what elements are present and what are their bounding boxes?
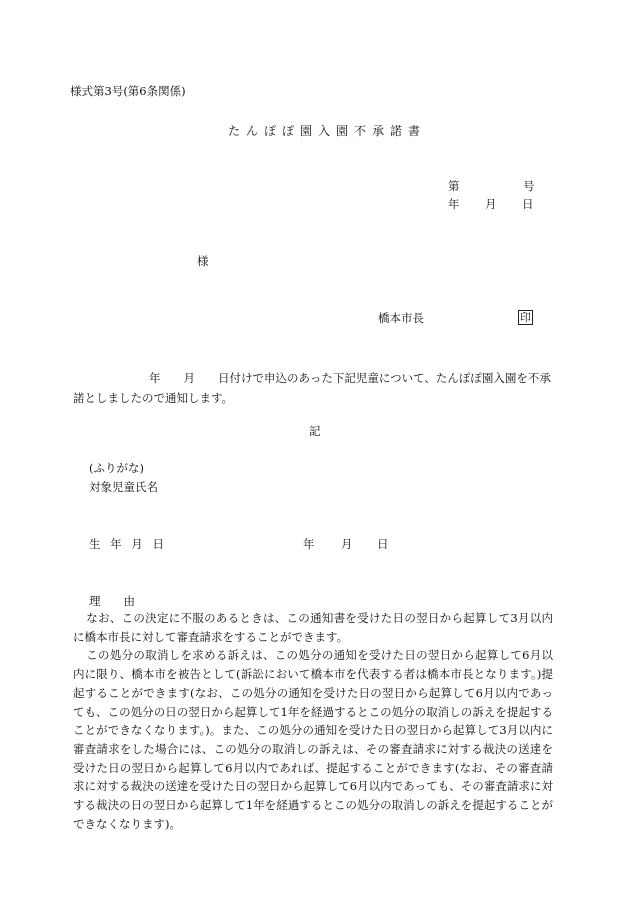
- notice-body-text: 年 月 日付けで申込のあった下記児童について、たんぽぽ園入園を不承諾としましたので通知します。: [73, 371, 551, 405]
- date-day-label: 日: [522, 197, 534, 211]
- reason-paragraph: [73, 609, 553, 646]
- reason-body: [73, 609, 553, 833]
- number-suffix: 号: [523, 179, 535, 193]
- child-name-label: 対象児童氏名: [89, 480, 158, 494]
- seal-mark: 印: [520, 311, 531, 324]
- birth-date-label: 生 年 月 日: [89, 537, 164, 551]
- furigana-label: (ふりがな): [89, 461, 144, 475]
- birth-day-label: 日: [377, 537, 389, 551]
- reason-heading: 理 由: [89, 594, 135, 608]
- ki-heading: 記: [309, 424, 321, 438]
- date-month-label: 月: [485, 197, 497, 211]
- addressee-suffix: 様: [197, 254, 209, 268]
- reason-paragraph-text: この処分の取消しを求める訴えは、この処分の通知を受けた日の翌日から起算して6月以内に限り、橋本市を被告として(訴訟において橋本市を代表する者は橋本市長となります。)提起することができます(なお、この処分の通知を受けた日の翌日から起算して6月以内であっても、この処分の日の翌日から起算して1年を経過するとこの処分の取消しの訴えを提起することができなくなります。)。また、この処分の通知を受けた日の翌日から起算して3月以内に審査請求をした場合には、この処分の取消しの訴えは、その審査請求に対する裁決の送達を受けた日の翌日から起算して6月以内であれば、提起することができます(なお、その審査請求に対する裁決の送達を受けた日の翌日から起算して6月以内であっても、その審査請求に対する裁決の日の翌日から起算して1年を経過するとこの処分の取消しの訴えを提起することができなくなります)。: [73, 648, 553, 831]
- birth-month-label: 月: [341, 537, 353, 551]
- reason-paragraph: [73, 646, 553, 833]
- form-id: 様式第3号(第6条関係): [70, 84, 186, 98]
- number-label: 第: [448, 179, 460, 193]
- date-year-label: 年: [448, 197, 460, 211]
- notice-text: [73, 368, 553, 408]
- birth-year-label: 年: [303, 537, 315, 551]
- issuer: 橋本市長: [378, 311, 424, 325]
- document-title: たんぽぽ園入園不承諾書: [228, 124, 427, 138]
- reason-paragraph-text: なお、この決定に不服のあるときは、この通知書を受けた日の翌日から起算して3月以内に橋本市長に対して審査請求をすることができます。: [73, 611, 553, 644]
